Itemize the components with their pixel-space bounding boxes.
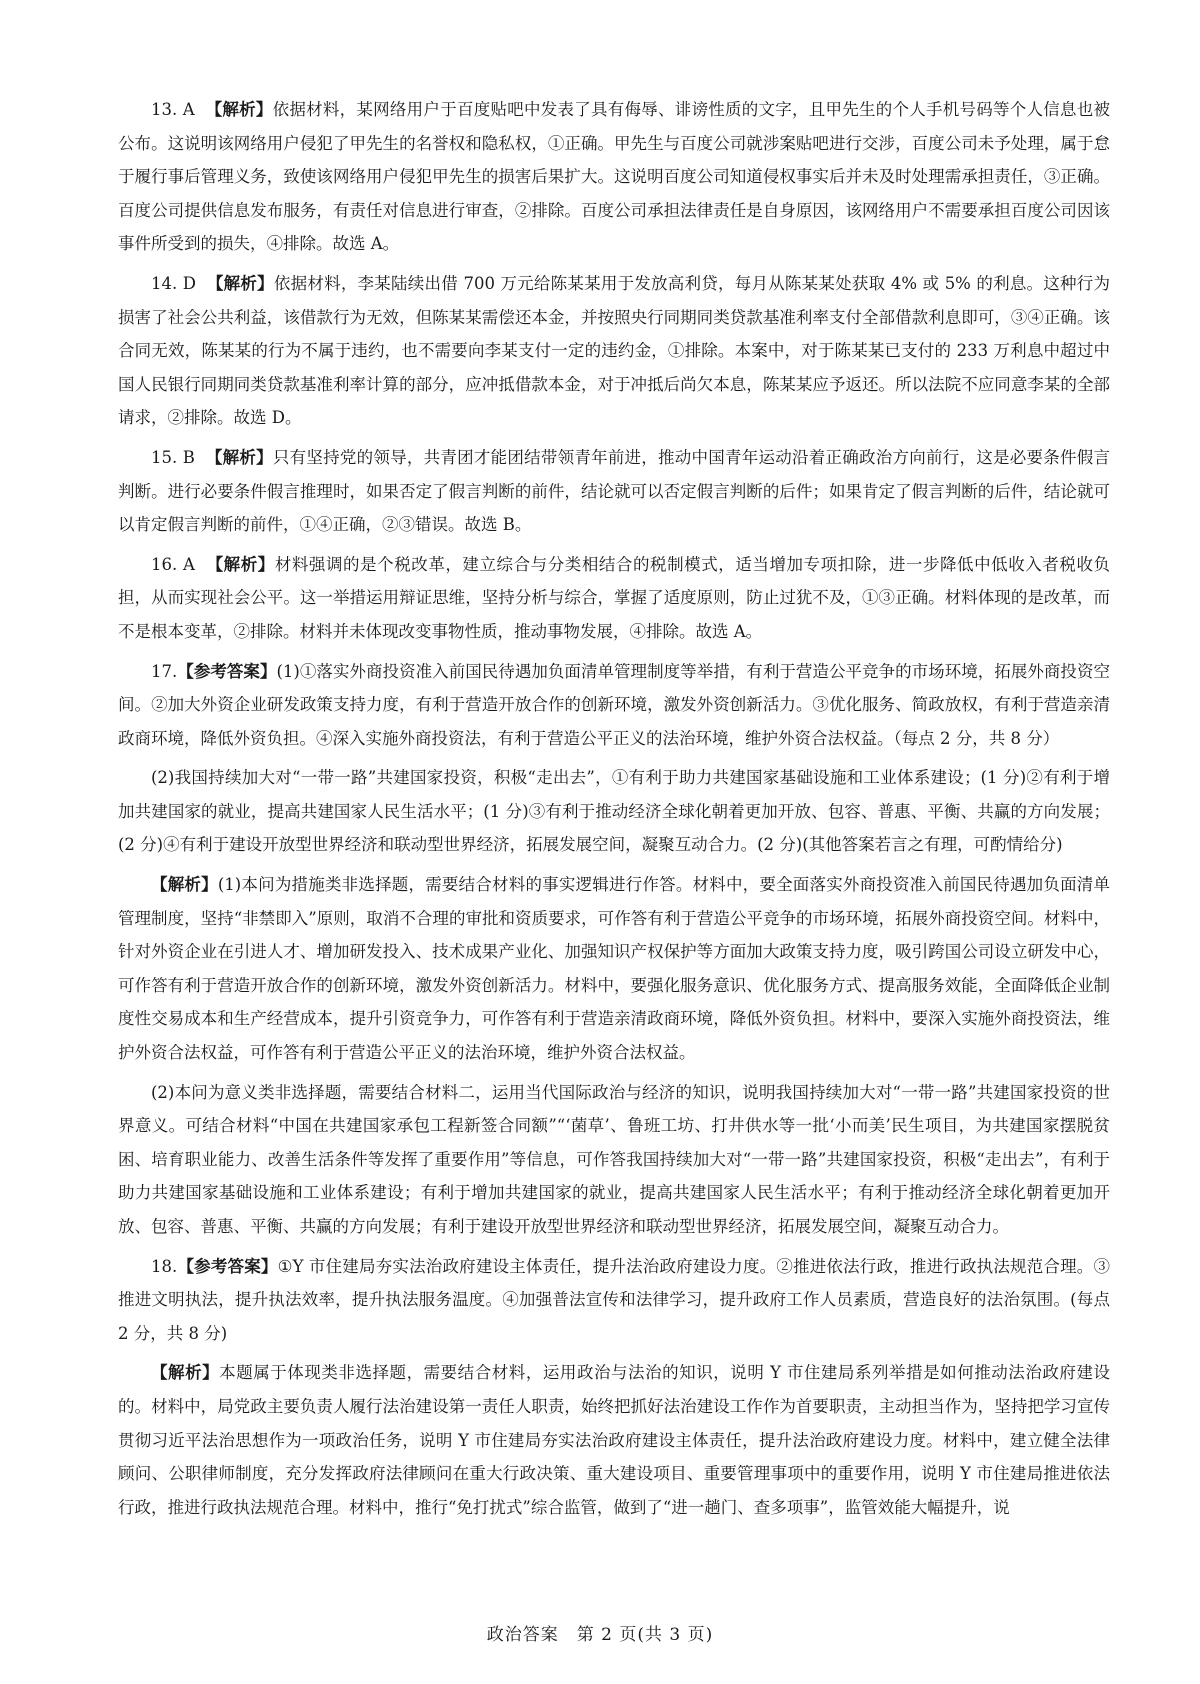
question-number: 16. A	[151, 554, 195, 574]
question-18-answer	[118, 1250, 1110, 1351]
page-footer: 政治答案 第 2 页(共 3 页)	[486, 1625, 714, 1645]
question-text: 材料强调的是个税改革，建立综合与分类相结合的税制模式，适当增加专项扣除，进一步降低中低收入者税收负担，从而实现社会公平。这一举措运用辩证思维，坚持分析与综合，掌握了适度原则，防止过犹不及，①③正确。材料体现的是改革，而不是根本变革，②排除。材料并未体现改变事物性质，推动事物发展，④排除。故选 A。	[118, 554, 1111, 641]
question-13	[118, 93, 1110, 261]
question-number: 15. B	[151, 447, 195, 467]
question-text: 依据材料，李某陆续出借 700 万元给陈某某用于发放高利贷，每月从陈某某处获取 4% 或 5% 的利息。这种行为损害了社会公共利益，该借款行为无效，但陈某某需偿还本金，并按照央行同期同类贷款基准利率支付全部借款利息即可，③④正确。该合同无效，陈某某的行为不属于违约，也不需要向李某支付一定的违约金，①排除。本案中，对于陈某某已支付的 233 万利息中超过中国人民银行同期同类贷款基准利率计算的部分，应冲抵借款本金，对于冲抵后尚欠本息，陈某某应予返还。所以法院不应同意李某的全部请求，②排除。故选 D。	[118, 273, 1110, 428]
question-18-analysis	[118, 1356, 1110, 1524]
answer-sheet-page	[118, 93, 1110, 1593]
analysis-tag: 【解析】	[206, 554, 275, 574]
question-17-answer-1	[118, 655, 1110, 756]
question-17-analysis-1	[118, 868, 1110, 1070]
question-number: 14. D	[151, 273, 196, 293]
answer-text: (1)①落实外商投资准入前国民待遇加负面清单管理制度等举措，有利于营造公平竞争的市场环境，拓展外商投资空间。②加大外资企业研发政策支持力度，有利于营造开放合作的创新环境，激发外资创新活力。③优化服务、简政放权，有利于营造亲清政商环境，降低外资负担。④深入实施外商投资法，有利于营造公平正义的法治环境，维护外资合法权益。（每点 2 分，共 8 分）	[118, 661, 1110, 748]
question-14	[118, 267, 1110, 435]
analysis-text: 本题属于体现类非选择题，需要结合材料，运用政治与法治的知识，说明 Y 市住建局系列举措是如何推动法治政府建设的。材料中，局党政主要负责人履行法治建设第一责任人职责，始终把抓好法治建设工作作为首要职责，主动担当作为，坚持把学习宣传贯彻习近平法治思想作为一项政治任务，说明 Y 市住建局夯实法治政府建设主体责任，提升法治政府建设力度。材料中，建立健全法律顾问、公职律师制度，充分发挥政府法律顾问在重大行政决策、重大建设项目、重要管理事项中的重要作用，说明 Y 市住建局推进依法行政，推进行政执法规范合理。材料中，推行“免打扰式”综合监管，做到了“进一趟门、查多项事”，监管效能大幅提升，说	[118, 1363, 1110, 1517]
question-15	[118, 441, 1110, 542]
question-17-analysis-2	[118, 1076, 1110, 1244]
question-number: 18.	[151, 1256, 178, 1276]
question-17-answer-2	[118, 761, 1110, 862]
analysis-text: (1)本问为措施类非选择题，需要结合材料的事实逻辑进行作答。材料中，要全面落实外商投资准入前国民待遇加负面清单管理制度，坚持“非禁即入”原则，取消不合理的审批和资质要求，可作答有利于营造公平竞争的市场环境，拓展外商投资空间。材料中，针对外资企业在引进人才、增加研发投入、技术成果产业化、加强知识产权保护等方面加大政策支持力度，吸引跨国公司设立研发中心，可作答有利于营造开放合作的创新环境，激发外资创新活力。材料中，要强化服务意识、优化服务方式、提高服务效能，全面降低企业制度性交易成本和生产经营成本，提升引资竞争力，可作答有利于营造亲清政商环境，降低外资负担。材料中，要深入实施外商投资法，维护外资合法权益，可作答有利于营造公平正义的法治环境，维护外资合法权益。	[118, 875, 1111, 1063]
analysis-tag: 【解析】	[206, 273, 274, 293]
answer-text: ①Y 市住建局夯实法治政府建设主体责任，提升法治政府建设力度。②推进依法行政，推进行政执法规范合理。③推进文明执法，提升执法效率，提升执法服务温度。④加强普法宣传和法律学习，提升政府工作人员素质，营造良好的法治氛围。(每点 2 分，共 8 分)	[118, 1256, 1110, 1343]
reference-answer-tag: 【参考答案】	[177, 661, 277, 681]
question-number: 17.	[151, 661, 178, 681]
analysis-tag: 【解析】	[205, 100, 273, 119]
reference-answer-tag: 【参考答案】	[177, 1256, 278, 1276]
analysis-tag: 【解析】	[151, 875, 218, 895]
analysis-text: (2)本问为意义类非选择题，需要结合材料二，运用当代国际政治与经济的知识，说明我国持续加大对“一带一路”共建国家投资的世界意义。可结合材料“中国在共建国家承包工程新签合同额”“‘菌草’、鲁班工坊、打井供水等一批‘小而美’民生项目，为共建国家摆脱贫困、培育职业能力、改善生活条件等发挥了重要作用”等信息，可作答我国持续加大对“一带一路”共建国家投资，积极“走出去”，有利于助力共建国家基础设施和工业体系建设；有利于增加共建国家的就业，提高共建国家人民生活水平；有利于推动经济全球化朝着更加开放、包容、普惠、平衡、共赢的方向发展；有利于建设开放型世界经济和联动型世界经济，拓展发展空间，凝聚互动合力。	[118, 1082, 1110, 1236]
analysis-tag: 【解析】	[151, 1363, 220, 1383]
analysis-tag: 【解析】	[205, 447, 273, 467]
question-16	[118, 548, 1110, 649]
question-text: 只有坚持党的领导，共青团才能团结带领青年前进，推动中国青年运动沿着正确政治方向前行，这是必要条件假言判断。进行必要条件假言推理时，如果否定了假言判断的前件，结论就可以否定假言判断的后件；如果肯定了假言判断的后件，结论就可以肯定假言判断的前件，①④正确，②③错误。故选 B。	[118, 447, 1111, 535]
question-number: 13. A	[151, 100, 195, 119]
answer-text: (2)我国持续加大对“一带一路”共建国家投资，积极“走出去”，①有利于助力共建国家基础设施和工业体系建设；(1 分)②有利于增加共建国家的就业，提高共建国家人民生活水平；(1 分)③有利于推动经济全球化朝着更加开放、包容、普惠、平衡、共赢的方向发展；(2 分)④有利于建设开放型世界经济和联动型世界经济，拓展发展空间，凝聚互动合力。(2 分)(其他答案若言之有理，可酌情给分)	[118, 768, 1110, 855]
question-text: 依据材料，某网络用户于百度贴吧中发表了具有侮辱、诽谤性质的文字，且甲先生的个人手机号码等个人信息也被公布。这说明该网络用户侵犯了甲先生的名誉权和隐私权，①正确。甲先生与百度公司就涉案贴吧进行交涉，百度公司未予处理，属于怠于履行事后管理义务，致使该网络用户侵犯甲先生的损害后果扩大。这说明百度公司知道侵权事实后并未及时处理需承担责任，③正确。百度公司提供信息发布服务，有责任对信息进行审查，②排除。百度公司承担法律责任是自身原因，该网络用户不需要承担百度公司因该事件所受到的损失，④排除。故选 A。	[118, 100, 1111, 254]
